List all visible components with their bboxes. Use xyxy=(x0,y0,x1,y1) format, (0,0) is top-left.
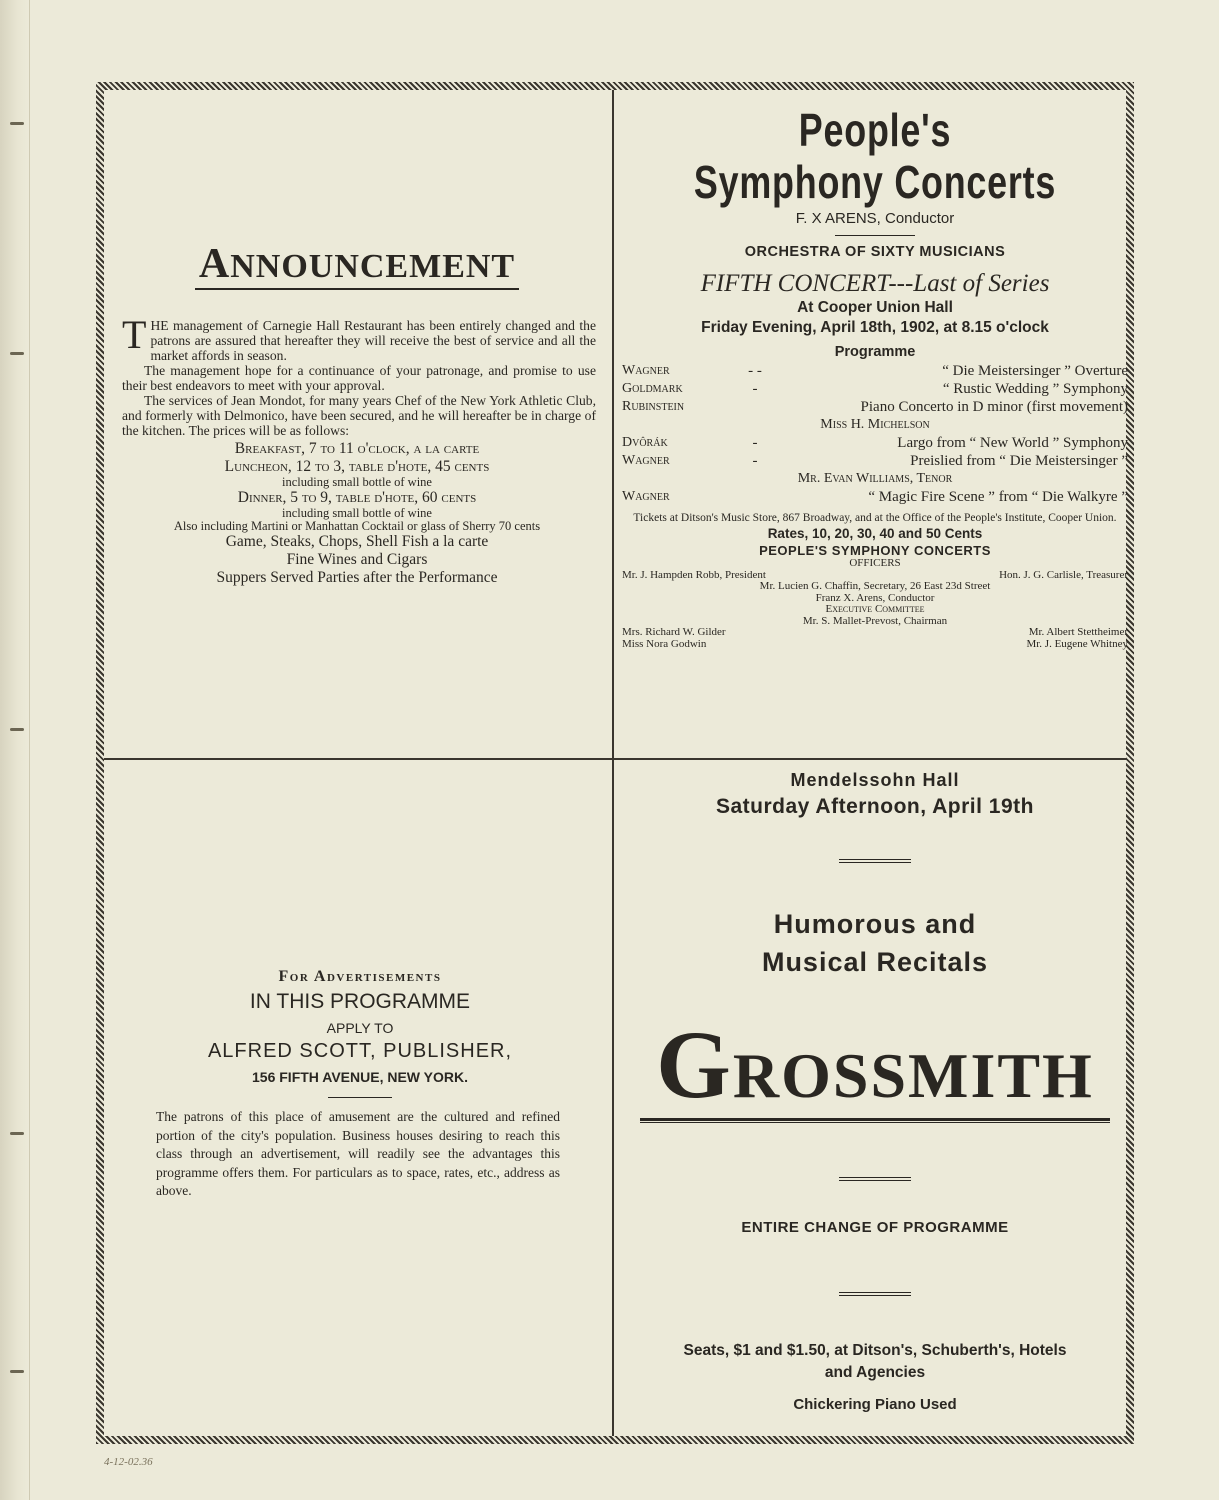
composer: Rubinstein xyxy=(622,399,685,414)
work: “ Magic Fire Scene ” from “ Die Walkyre ” xyxy=(868,489,1128,505)
announcement-title xyxy=(195,240,519,290)
composer: Goldmark xyxy=(622,381,683,396)
performer: Miss H. Michelson xyxy=(820,417,930,432)
composer: Wagner xyxy=(622,453,670,468)
grossmith-name xyxy=(622,1011,1128,1118)
binding-edge xyxy=(0,0,30,1500)
programme-row xyxy=(622,470,1128,488)
title-rest: NNOUNCEMENT xyxy=(230,248,516,285)
members-row xyxy=(622,639,1128,651)
column-divider xyxy=(612,90,614,1436)
member: Mr. Albert Stettheimer xyxy=(1028,626,1128,638)
work: Piano Concerto in D minor (first movement) xyxy=(860,399,1128,415)
grossmith-piano: Chickering Piano Used xyxy=(793,1396,957,1413)
drop-cap: T xyxy=(122,312,147,357)
symphony-venue: At Cooper Union Hall xyxy=(797,299,953,316)
staple xyxy=(10,1370,24,1373)
symphony-title-1: People's xyxy=(798,104,952,156)
work: “ Rustic Wedding ” Symphony xyxy=(942,381,1128,397)
member: Mr. J. Eugene Whitney xyxy=(1026,637,1128,650)
secretary: Mr. Lucien G. Chaffin, Secretary, 26 East 23d Street xyxy=(759,580,991,592)
staple xyxy=(10,122,24,125)
ads-heading: For Advertisements xyxy=(278,968,442,985)
menu-list xyxy=(110,440,604,587)
name-underline xyxy=(640,1118,1110,1123)
grossmith-musical: Musical Recitals xyxy=(761,947,989,977)
symphony-conductor: F. X ARENS, Conductor xyxy=(795,210,955,227)
staple xyxy=(10,1132,24,1135)
divider xyxy=(328,1097,392,1098)
announcement-para-1 xyxy=(122,312,596,363)
divider xyxy=(835,235,915,236)
member: Miss Nora Godwin xyxy=(622,637,707,650)
composer: Wagner xyxy=(622,489,670,504)
tickets-info: Tickets at Ditson's Music Store, 867 Broadway, and at the Office of the People's Institute, Cooper Union. xyxy=(633,512,1117,524)
ads-address: 156 FIFTH AVENUE, NEW YORK. xyxy=(252,1069,468,1085)
title-initial: A xyxy=(198,241,231,287)
grossmith-humorous: Humorous and xyxy=(773,909,977,939)
grossmith-seats-1: Seats, $1 and $1.50, at Ditson's, Schuberth's, Hotels xyxy=(683,1342,1067,1359)
menu-dinner: Dinner, 5 to 9, table d'hote, 60 cents xyxy=(237,489,477,506)
programme-row xyxy=(622,488,1128,506)
announcement-panel xyxy=(110,240,604,587)
treasurer: Hon. J. G. Carlisle, Treasurer xyxy=(999,568,1128,581)
para-1-text: HE management of Carnegie Hall Restaurant has been entirely changed and the patrons are assured that hereafter they will receive the best of service and all the market affords in season. xyxy=(150,318,596,363)
dash: - - xyxy=(748,363,762,379)
grossmith-panel xyxy=(622,770,1128,1413)
programme-row xyxy=(622,434,1128,452)
symphony-date: Friday Evening, April 18th, 1902, at 8.15 o'clock xyxy=(701,319,1049,336)
menu-cocktail: Also including Martini or Manhattan Cocktail or glass of Sherry 70 cents xyxy=(173,519,541,533)
programme-table xyxy=(622,362,1128,506)
programme-heading: Programme xyxy=(834,344,916,360)
archive-note: 4-12-02.36 xyxy=(104,1456,153,1468)
menu-line-1: Game, Steaks, Chops, Shell Fish a la carte xyxy=(225,533,489,550)
grossmith-hall: Mendelssohn Hall xyxy=(790,770,960,790)
chairman: Mr. S. Mallet-Prevost, Chairman xyxy=(802,614,948,627)
president: Mr. J. Hampden Robb, President xyxy=(622,568,766,581)
rates: Rates, 10, 20, 30, 40 and 50 Cents xyxy=(767,526,983,541)
menu-line-3: Suppers Served Parties after the Performance xyxy=(216,569,498,586)
menu-breakfast: Breakfast, 7 to 11 o'clock, a la carte xyxy=(234,440,480,457)
announcement-body xyxy=(110,312,604,438)
grossmith-change: ENTIRE CHANGE OF PROGRAMME xyxy=(741,1219,1009,1236)
symphony-title-2: Symphony Concerts xyxy=(693,156,1057,208)
staple xyxy=(10,728,24,731)
work: Largo from “ New World ” Symphony xyxy=(897,435,1128,451)
programme-row xyxy=(622,380,1128,398)
officers-heading: OFFICERS xyxy=(849,557,901,569)
grossmith-date: Saturday Afternoon, April 19th xyxy=(716,795,1034,818)
work: Preislied from “ Die Meistersinger ” xyxy=(910,453,1128,469)
members-row xyxy=(622,627,1128,639)
ads-publisher: ALFRED SCOTT, PUBLISHER, xyxy=(207,1040,513,1062)
name-rest: ROSSMITH xyxy=(732,1040,1094,1111)
menu-luncheon-note: including small bottle of wine xyxy=(282,475,432,489)
member: Mrs. Richard W. Gilder xyxy=(622,626,726,638)
composer: Dvôrák xyxy=(622,435,668,450)
ads-subheading: IN THIS PROGRAMME xyxy=(249,990,471,1013)
staple xyxy=(10,352,24,355)
menu-dinner-note: including small bottle of wine xyxy=(282,506,432,520)
symphony-fifth-concert: FIFTH CONCERT---Last of Series xyxy=(700,270,1050,297)
dash: - xyxy=(752,435,758,451)
menu-line-2: Fine Wines and Cigars xyxy=(286,551,428,568)
performer: Mr. Evan Williams, Tenor xyxy=(797,471,953,486)
composer: Wagner xyxy=(622,363,670,378)
dash: - xyxy=(752,453,758,469)
programme-row xyxy=(622,416,1128,434)
ads-body: The patrons of this place of amusement are the cultured and refined portion of the city's population. Business houses desiring to reach this class through an advertisement, will readily see the advantages this programme offers them. For particulars as to space, rates, etc., address as above. xyxy=(156,1109,560,1198)
conductor-line: Franz X. Arens, Conductor xyxy=(815,591,935,604)
programme-row xyxy=(622,362,1128,380)
dash xyxy=(740,488,770,506)
dash: - xyxy=(752,381,758,397)
symphony-panel xyxy=(622,104,1128,650)
announcement-para-3: The services of Jean Mondot, for many years Chef of the New York Athletic Club, and formerly with Delmonico, have been secured, and he will hereafter be in charge of the kitchen. The prices will be as follows: xyxy=(122,393,596,438)
programme-row xyxy=(622,398,1128,416)
psc-heading: PEOPLE'S SYMPHONY CONCERTS xyxy=(759,543,991,558)
menu-luncheon: Luncheon, 12 to 3, table d'hote, 45 cents xyxy=(224,458,490,475)
name-initial: G xyxy=(656,1011,733,1118)
exec-heading: Executive Committee xyxy=(825,603,925,615)
work: “ Die Meistersinger ” Overture xyxy=(942,363,1128,379)
symphony-orchestra: ORCHESTRA OF SIXTY MUSICIANS xyxy=(744,244,1006,260)
grossmith-seats-2: and Agencies xyxy=(824,1364,926,1381)
advertisements-panel xyxy=(140,968,580,1201)
ads-apply: APPLY TO xyxy=(326,1020,394,1036)
row-divider xyxy=(104,758,1126,760)
dash xyxy=(740,398,770,416)
programme-row xyxy=(622,452,1128,470)
announcement-para-2: The management hope for a continuance of your patronage, and promise to use their best endeavors to meet with your approval. xyxy=(122,363,596,393)
